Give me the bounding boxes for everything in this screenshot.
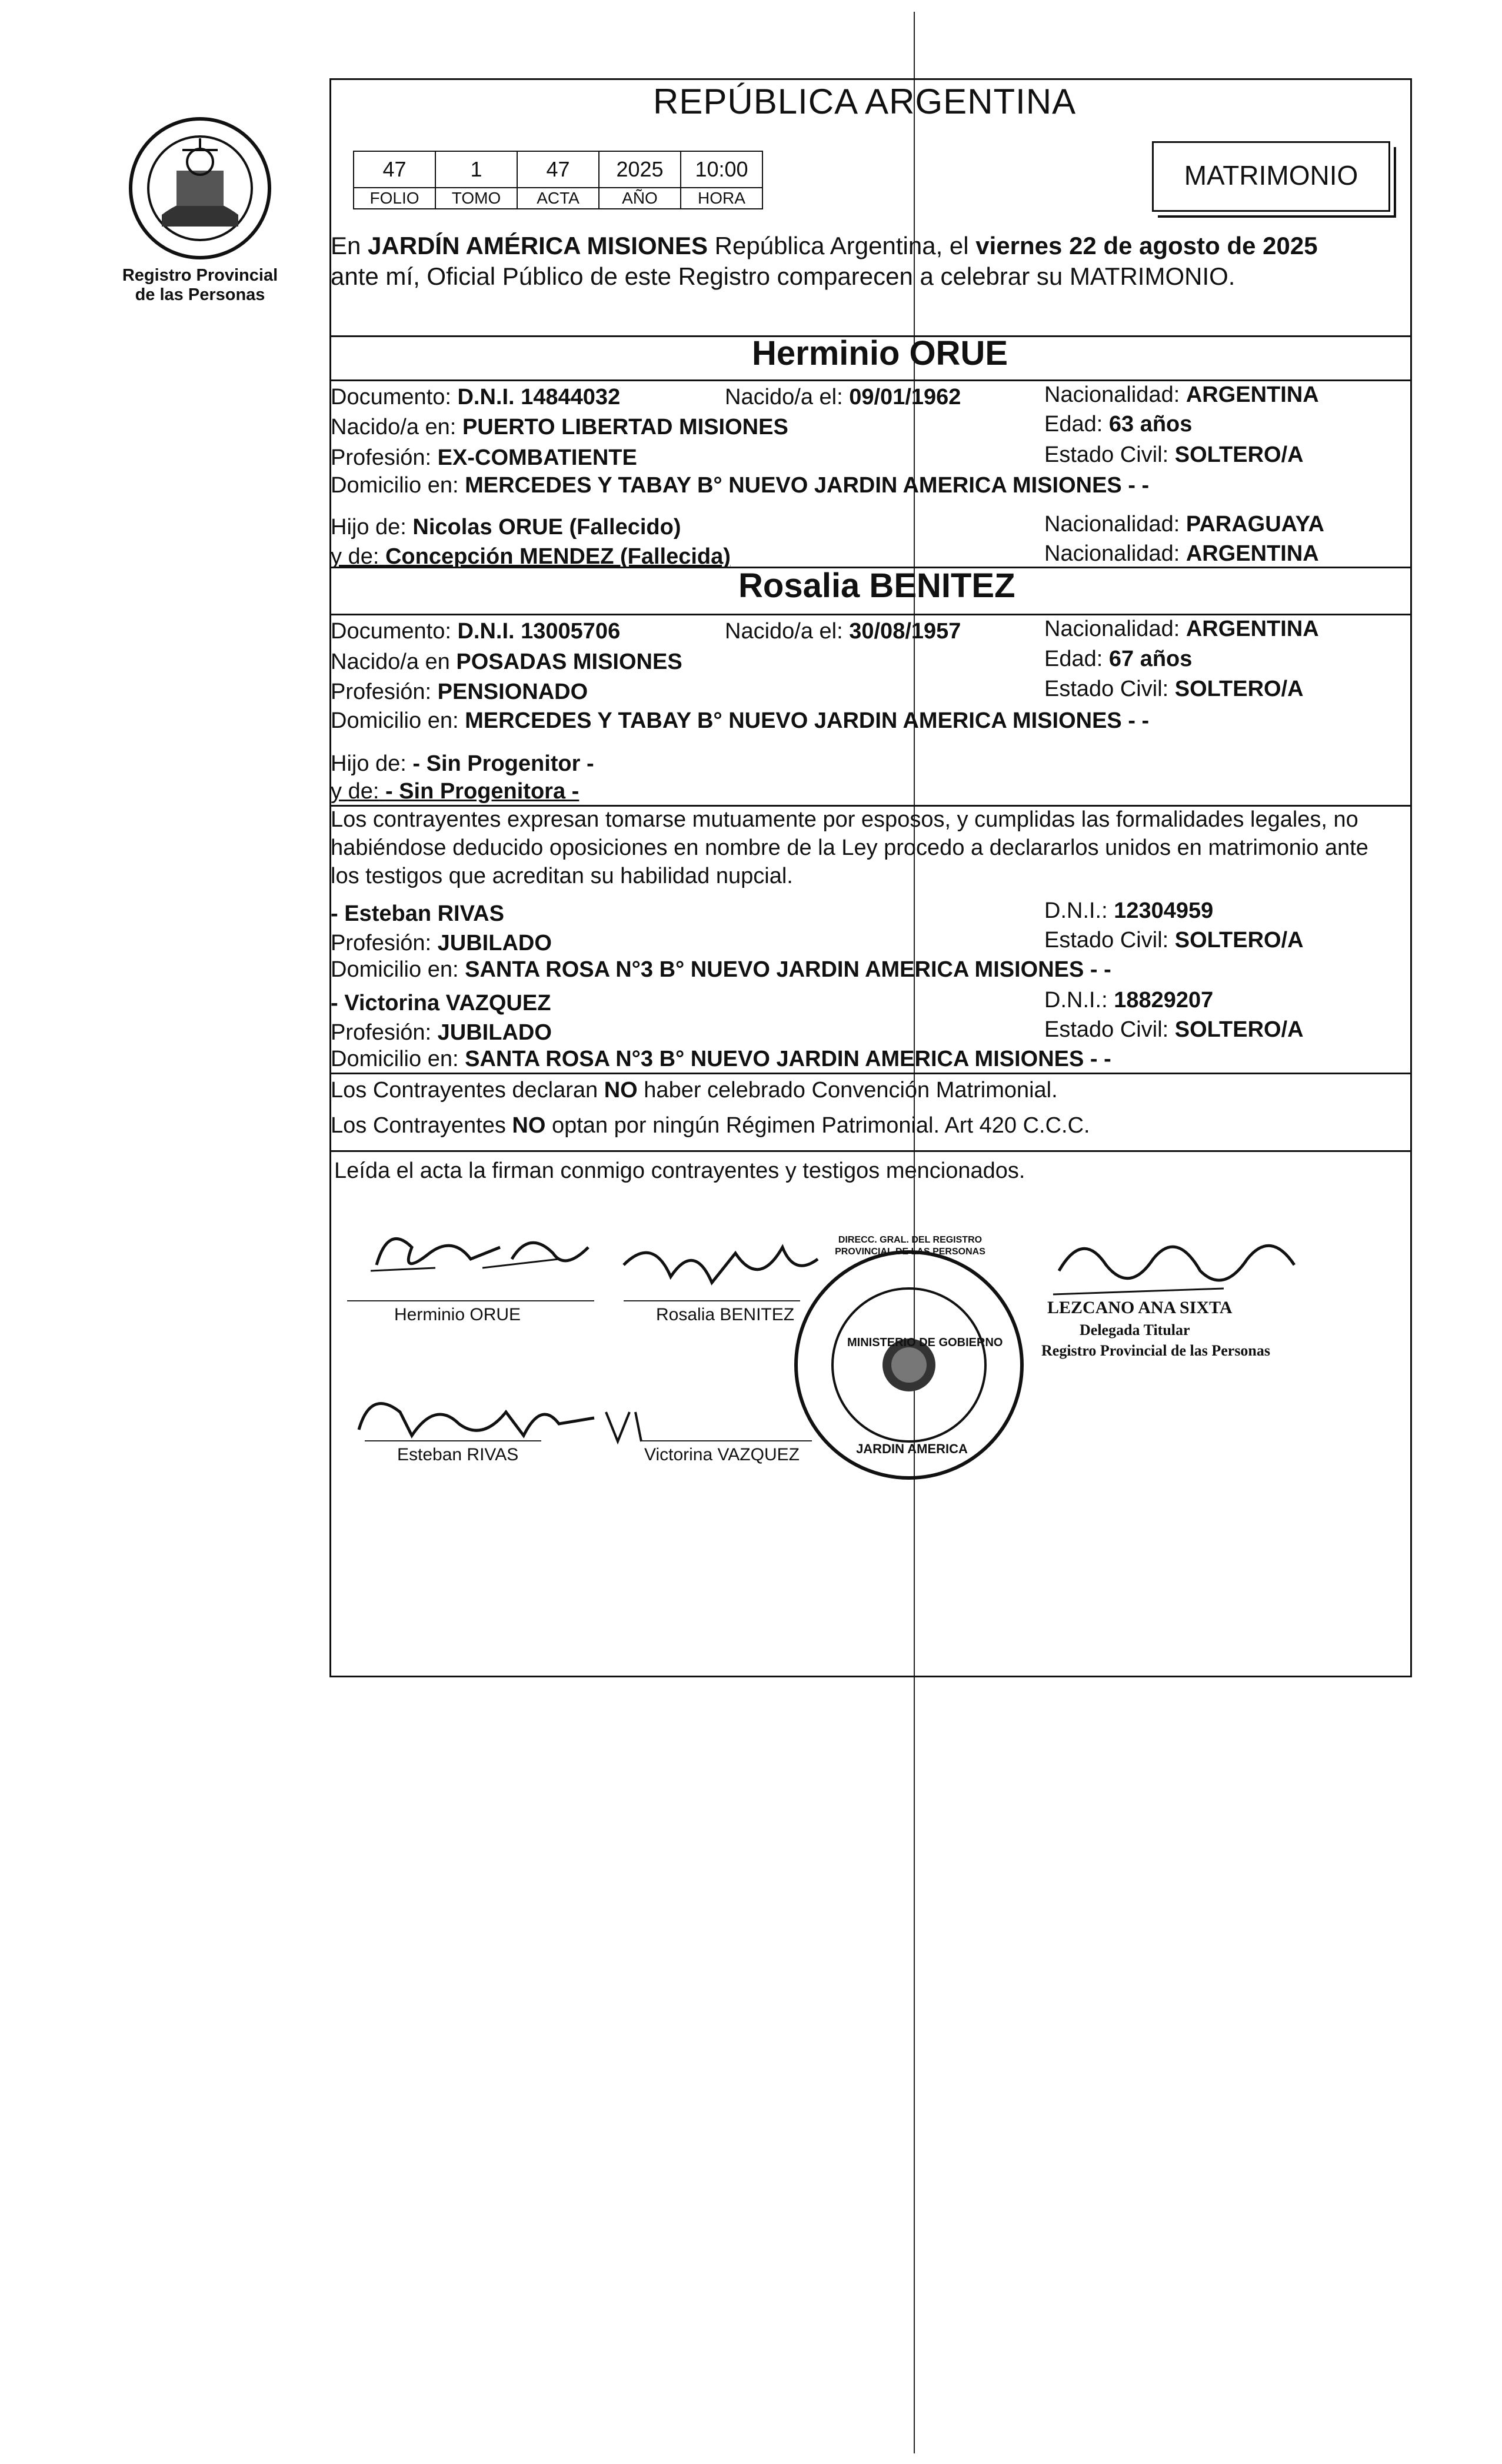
closing-statement: Leída el acta la firman conmigo contrayentes y testigos mencionados. xyxy=(334,1158,1025,1183)
spouse-1-born-in: Nacido/a en: PUERTO LIBERTAD MISIONES xyxy=(331,415,788,439)
spouse-1-nationality: Nacionalidad: ARGENTINA xyxy=(1044,382,1319,407)
intro-date: viernes 22 de agosto de 2025 xyxy=(975,232,1318,259)
spouse-1-doc: Documento: D.N.I. 14844032 xyxy=(331,385,621,409)
witness-1-civil-status: Estado Civil: SOLTERO/A xyxy=(1044,928,1304,953)
tomo-value: 1 xyxy=(435,151,517,188)
anio-label: AÑO xyxy=(599,188,681,209)
spouse-2-civil-status: Estado Civil: SOLTERO/A xyxy=(1044,677,1304,701)
spouse-2-age: Edad: 67 años xyxy=(1044,647,1193,671)
witness-2-civil-status: Estado Civil: SOLTERO/A xyxy=(1044,1017,1304,1042)
hora-label: HORA xyxy=(681,188,762,209)
logo-caption-1: Registro Provincial xyxy=(122,266,278,285)
spouse-2-mother: y de: - Sin Progenitora - xyxy=(331,779,580,804)
folio-label: FOLIO xyxy=(354,188,435,209)
tomo-label: TOMO xyxy=(435,188,517,209)
declaration-line-2: habiéndose deducido oposiciones en nombre de la Ley procedo a declararlos unidos en matrimonio ante xyxy=(331,835,1368,860)
stamp-inner-text: MINISTERIO DE GOBIERNO xyxy=(847,1336,1003,1349)
anio-value: 2025 xyxy=(599,151,681,188)
witness-2-profession: Profesión: JUBILADO xyxy=(331,1020,552,1045)
official-role: Delegada Titular xyxy=(1080,1321,1190,1338)
spouse-2-born-on: Nacido/a el: 30/08/1957 xyxy=(725,619,961,644)
intro-place: JARDÍN AMÉRICA MISIONES xyxy=(368,232,708,259)
divider xyxy=(329,1150,1412,1152)
logo-caption-2: de las Personas xyxy=(135,285,265,304)
spouse-1-civil-status: Estado Civil: SOLTERO/A xyxy=(1044,442,1304,467)
folio-value: 47 xyxy=(354,151,435,188)
official-name: LEZCANO ANA SIXTA xyxy=(1047,1298,1233,1317)
spouse-1-born-on: Nacido/a el: 09/01/1962 xyxy=(725,385,961,409)
stamp-ring-text: DIRECC. GRAL. DEL REGISTRO PROVINCIAL DE LAS PERSONAS xyxy=(835,1235,985,1257)
witness-1-profession: Profesión: JUBILADO xyxy=(331,931,552,955)
signature-2-name: Rosalia BENITEZ xyxy=(656,1305,795,1324)
spouse-2-father: Hijo de: - Sin Progenitor - xyxy=(331,751,594,776)
spouse-1-address: Domicilio en: MERCEDES Y TABAY B° NUEVO JARDIN AMERICA MISIONES - - xyxy=(331,473,1150,498)
spouse-2-born-in: Nacido/a en POSADAS MISIONES xyxy=(331,650,682,674)
spouse-2-doc: Documento: D.N.I. 13005706 xyxy=(331,619,621,644)
spouse-2-nationality: Nacionalidad: ARGENTINA xyxy=(1044,617,1319,641)
province-seal xyxy=(126,115,274,262)
signature-1-name: Herminio ORUE xyxy=(394,1305,521,1324)
spouse-2-name: Rosalia BENITEZ xyxy=(738,567,1015,605)
spouse-1-profession: Profesión: EX-COMBATIENTE xyxy=(331,445,637,470)
declaration-line-1: Los contrayentes expresan tomarse mutuamente por esposos, y cumplidas las formalidades legales, no xyxy=(331,807,1358,832)
acta-label: ACTA xyxy=(517,188,599,209)
province-seal-icon xyxy=(126,115,274,262)
declaration-line-3: los testigos que acreditan su habilidad nupcial. xyxy=(331,864,793,888)
intro-prefix: En xyxy=(331,232,361,259)
spouse-1-father: Hijo de: Nicolas ORUE (Fallecido) xyxy=(331,515,681,540)
page-title: REPÚBLICA ARGENTINA xyxy=(653,82,1077,121)
record-type-box: MATRIMONIO xyxy=(1152,141,1390,212)
spouse-2-address: Domicilio en: MERCEDES Y TABAY B° NUEVO JARDIN AMERICA MISIONES - - xyxy=(331,708,1150,733)
convention-statement: Los Contrayentes declaran NO haber celebrado Convención Matrimonial. xyxy=(331,1078,1058,1103)
spouse-1-father-nationality: Nacionalidad: PARAGUAYA xyxy=(1044,512,1324,537)
spouse-1-age: Edad: 63 años xyxy=(1044,412,1193,437)
witness-1-dni: D.N.I.: 12304959 xyxy=(1044,898,1214,923)
official-org: Registro Provincial de las Personas xyxy=(1041,1342,1271,1359)
intro-line-1 xyxy=(331,231,1318,261)
witness-1-name: - Esteban RIVAS xyxy=(331,901,504,926)
signature-1-image xyxy=(365,1212,624,1300)
intro-mid: República Argentina, el xyxy=(714,232,969,259)
spouse-1-mother-nationality: Nacionalidad: ARGENTINA xyxy=(1044,541,1319,566)
regime-statement: Los Contrayentes NO optan por ningún Régimen Patrimonial. Art 420 C.C.C. xyxy=(331,1113,1090,1138)
hora-value: 10:00 xyxy=(681,151,762,188)
divider xyxy=(329,1073,1412,1074)
witness-1-address: Domicilio en: SANTA ROSA N°3 B° NUEVO JARDIN AMERICA MISIONES - - xyxy=(331,957,1111,982)
acta-value: 47 xyxy=(517,151,599,188)
signature-3-name: Esteban RIVAS xyxy=(397,1445,519,1464)
spouse-1-name: Herminio ORUE xyxy=(752,334,1008,372)
record-number-table xyxy=(353,151,763,209)
spouse-1-mother: y de: Concepción MENDEZ (Fallecida) xyxy=(331,544,731,569)
intro-line-2: ante mí, Oficial Público de este Registro comparecen a celebrar su MATRIMONIO. xyxy=(331,262,1235,290)
witness-2-address: Domicilio en: SANTA ROSA N°3 B° NUEVO JARDIN AMERICA MISIONES - - xyxy=(331,1047,1111,1071)
signature-4-name: Victorina VAZQUEZ xyxy=(644,1445,800,1464)
witness-2-name: - Victorina VAZQUEZ xyxy=(331,991,551,1015)
witness-2-dni: D.N.I.: 18829207 xyxy=(1044,988,1214,1013)
stamp-bottom-text: JARDIN AMERICA xyxy=(856,1441,968,1456)
spouse-2-profession: Profesión: PENSIONADO xyxy=(331,680,588,704)
